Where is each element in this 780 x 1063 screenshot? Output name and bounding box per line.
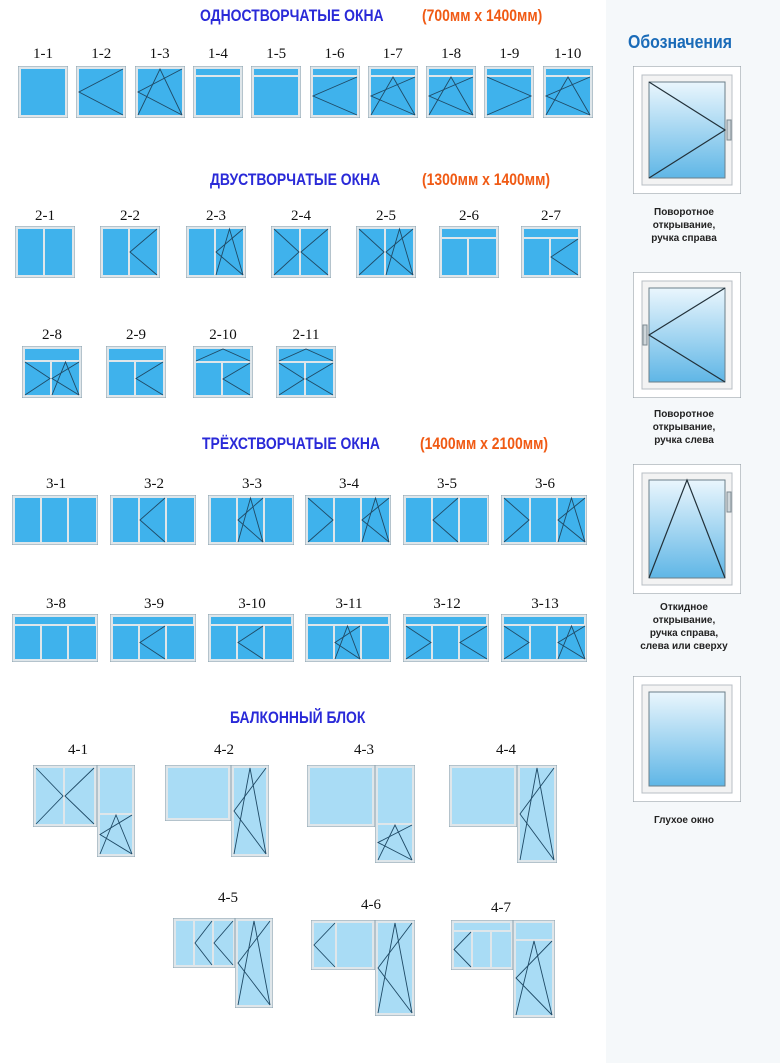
window-3-10	[208, 614, 294, 662]
window-label-2-4: 2-4	[291, 208, 311, 224]
legend-text-tilt: Откидное открывание, ручка справа, слева или сверху	[640, 602, 728, 652]
legend-turn-left-window	[633, 272, 741, 398]
legend-fixed-window	[633, 676, 741, 802]
balcony-window-4-5	[173, 918, 235, 968]
section-title-triple: ТРЁХСТВОРЧАТЫЕ ОКНА	[202, 434, 380, 453]
window-label-1-2: 1-2	[91, 46, 112, 62]
legend-title: Обозначения	[628, 32, 732, 52]
window-label-1-6: 1-6	[324, 46, 345, 62]
window-label-2-9: 2-9	[126, 327, 146, 343]
window-label-2-1: 2-1	[35, 208, 55, 224]
window-1-6	[310, 66, 360, 118]
window-1-5	[251, 66, 301, 118]
balcony-door-4-6	[375, 920, 415, 1016]
balcony-label-4-2: 4-2	[214, 742, 234, 758]
balcony-label-4-5: 4-5	[218, 890, 238, 906]
section-dim-triple: (1400мм х 2100мм)	[420, 434, 549, 453]
window-label-1-9: 1-9	[499, 46, 520, 62]
window-label-2-7: 2-7	[541, 208, 561, 224]
window-3-5	[403, 495, 489, 545]
window-label-3-1: 3-1	[46, 476, 66, 492]
section-title-single: ОДНОСТВОРЧАТЫЕ ОКНА	[200, 6, 384, 25]
window-label-3-3: 3-3	[242, 476, 262, 492]
section-dim-single: (700мм х 1400мм)	[422, 6, 543, 25]
window-2-7	[521, 226, 581, 278]
balcony-window-4-1	[33, 765, 97, 827]
window-label-2-11: 2-11	[292, 327, 320, 343]
window-3-6	[501, 495, 587, 545]
window-2-1	[15, 226, 75, 278]
balcony-label-4-4: 4-4	[496, 742, 516, 758]
window-2-4	[271, 226, 331, 278]
window-label-1-10: 1-10	[553, 46, 582, 62]
window-2-8	[22, 346, 82, 398]
window-label-3-2: 3-2	[144, 476, 164, 492]
balcony-window-4-6	[311, 920, 375, 970]
window-1-8	[426, 66, 476, 118]
window-label-2-10: 2-10	[209, 327, 237, 343]
window-1-2	[76, 66, 126, 118]
window-label-1-5: 1-5	[266, 46, 287, 62]
window-1-10	[543, 66, 593, 118]
section-dim-double: (1300мм х 1400мм)	[422, 170, 551, 189]
window-3-11	[305, 614, 391, 662]
window-1-1	[18, 66, 68, 118]
window-2-9	[106, 346, 166, 398]
balcony-label-4-3: 4-3	[354, 742, 374, 758]
window-label-3-5: 3-5	[437, 476, 457, 492]
window-1-3	[135, 66, 185, 118]
window-3-13	[501, 614, 587, 662]
window-2-11	[276, 346, 336, 398]
window-label-2-2: 2-2	[120, 208, 140, 224]
balcony-window-4-4	[449, 765, 517, 827]
balcony-label-4-7: 4-7	[491, 900, 511, 916]
window-label-1-7: 1-7	[382, 46, 403, 62]
legend-text-fixed: Глухое окно	[653, 815, 715, 826]
window-1-9	[484, 66, 534, 118]
window-label-1-8: 1-8	[441, 46, 462, 62]
window-1-7	[368, 66, 418, 118]
window-label-1-4: 1-4	[207, 46, 228, 62]
window-3-2	[110, 495, 196, 545]
window-label-3-6: 3-6	[535, 476, 555, 492]
balcony-door-4-7	[513, 920, 555, 1018]
window-3-8	[12, 614, 98, 662]
balcony-door-4-2	[231, 765, 269, 857]
window-label-2-8: 2-8	[42, 327, 62, 343]
window-3-3	[208, 495, 294, 545]
balcony-door-4-3	[375, 765, 415, 863]
window-label-1-3: 1-3	[149, 46, 170, 62]
balcony-window-4-7	[451, 920, 513, 970]
balcony-label-4-1: 4-1	[68, 742, 88, 758]
balcony-window-4-3	[307, 765, 375, 827]
window-label-2-6: 2-6	[459, 208, 479, 224]
balcony-door-4-1	[97, 765, 135, 857]
window-label-2-5: 2-5	[376, 208, 396, 224]
window-2-10	[193, 346, 253, 398]
balcony-window-4-2	[165, 765, 231, 821]
window-3-1	[12, 495, 98, 545]
window-label-3-8: 3-8	[46, 596, 66, 612]
legend-text-turn-left: Поворотное открывание, ручка слева	[652, 409, 716, 446]
balcony-door-4-4	[517, 765, 557, 863]
window-3-4	[305, 495, 391, 545]
window-2-6	[439, 226, 499, 278]
window-label-3-10: 3-10	[238, 596, 266, 612]
window-label-3-13: 3-13	[531, 596, 559, 612]
window-label-1-1: 1-1	[33, 46, 53, 62]
window-2-2	[100, 226, 160, 278]
window-3-9	[110, 614, 196, 662]
window-label-3-12: 3-12	[433, 596, 461, 612]
legend-turn-right-window	[633, 66, 741, 194]
section-title-balcony: БАЛКОННЫЙ БЛОК	[230, 708, 366, 727]
legend-tilt-window	[633, 464, 741, 594]
balcony-label-4-6: 4-6	[361, 897, 381, 913]
section-title-double: ДВУСТВОРЧАТЫЕ ОКНА	[210, 170, 381, 189]
window-3-12	[403, 614, 489, 662]
legend-text-turn-right: Поворотное открывание, ручка справа	[651, 207, 717, 244]
window-label-3-9: 3-9	[144, 596, 164, 612]
window-1-4	[193, 66, 243, 118]
window-2-3	[186, 226, 246, 278]
window-label-3-4: 3-4	[339, 476, 359, 492]
window-label-3-11: 3-11	[335, 596, 363, 612]
window-2-5	[356, 226, 416, 278]
window-label-2-3: 2-3	[206, 208, 226, 224]
balcony-door-4-5	[235, 918, 273, 1008]
